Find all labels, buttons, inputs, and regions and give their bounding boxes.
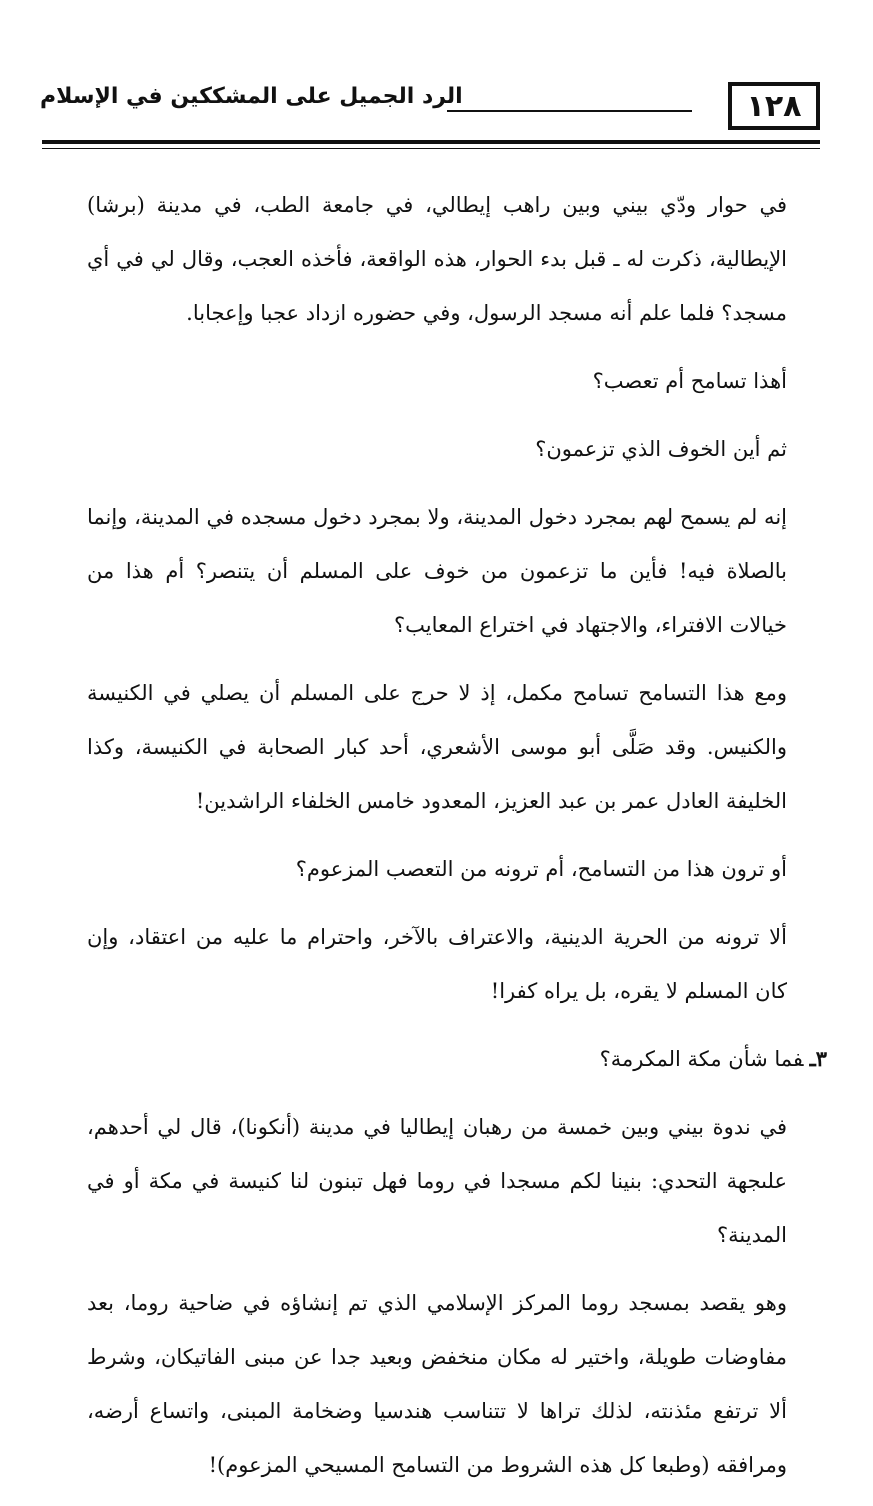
body-text (87, 178, 827, 1506)
list-heading (87, 1032, 827, 1086)
paragraph: في حوار ودّي بيني وبين راهب إيطالي، في جامعة الطب، في مدينة (برشا) الإيطالية، ذكرت له ـ قبل بدء الحوار، هذه الواقعة، فأخذه العجب، وقال لي في أي مسجد؟ فلما علم أنه مسجد الرسول، وفي حضوره ازداد عجبا وإعجابا. (87, 193, 787, 325)
paragraph: في ندوة بيني وبين خمسة من رهبان إيطاليا في مدينة (أنكونا)، قال لي أحدهم، علىجهة التحدي: بنينا لكم مسجدا في روما فهل تبنون لنا كنيسة في مكة أو في المدينة؟ (87, 1115, 787, 1247)
list-heading-text: فما شأن مكة المكرمة؟ (599, 1047, 804, 1071)
paragraph: أو ترون هذا من التسامح، أم ترونه من التعصب المزعوم؟ (295, 857, 787, 881)
page-header (40, 76, 820, 136)
paragraph: وهو يقصد بمسجد روما المركز الإسلامي الذي تم إنشاؤه في ضاحية روما، بعد مفاوضات طويلة، واختير له مكان منخفض وبعيد جدا عن مبنى الفاتيكان، وشرط ألا ترتفع مئذنته، لذلك تراها لا تتناسب هندسيا وضخامة المبنى، واتساع أرضه، ومرافقه (وطبعا كل هذه الشروط من التسامح المسيحي المزعوم)! (87, 1291, 787, 1477)
list-number: ٣ـ (809, 1046, 827, 1071)
paragraph: ومع هذا التسامح تسامح مكمل، إذ لا حرج على المسلم أن يصلي في الكنيسة والكنيس. وقد صَلَّى أبو موسى الأشعري، أحد كبار الصحابة في الكنيسة، وكذا الخليفة العادل عمر بن عبد العزيز، المعدود خامس الخلفاء الراشدين! (87, 681, 787, 813)
paragraph: ألا ترونه من الحرية الدينية، والاعتراف بالآخر، واحترام ما عليه من اعتقاد، وإن كان المسلم لا يقره، بل يراه كفرا! (87, 925, 787, 1003)
header-rule-thin (42, 148, 820, 149)
running-title: الرد الجميل على المشككين في الإسلام (40, 84, 463, 109)
paragraph: إنه لم يسمح لهم بمجرد دخول المدينة، ولا بمجرد دخول مسجده في المدينة، وإنما بالصلاة فيه! فأين ما تزعمون من خوف على المسلم أن يتنصر؟ أم هذا من خيالات الافتراء، والاجتهاد في اختراع المعايب؟ (87, 505, 787, 637)
paragraph: ثم أين الخوف الذي تزعمون؟ (535, 437, 787, 461)
page-number: ١٢٨ (728, 82, 820, 130)
header-rule-thick (42, 140, 820, 144)
header-dash-line (447, 110, 692, 112)
paragraph: أهذا تسامح أم تعصب؟ (592, 369, 787, 393)
